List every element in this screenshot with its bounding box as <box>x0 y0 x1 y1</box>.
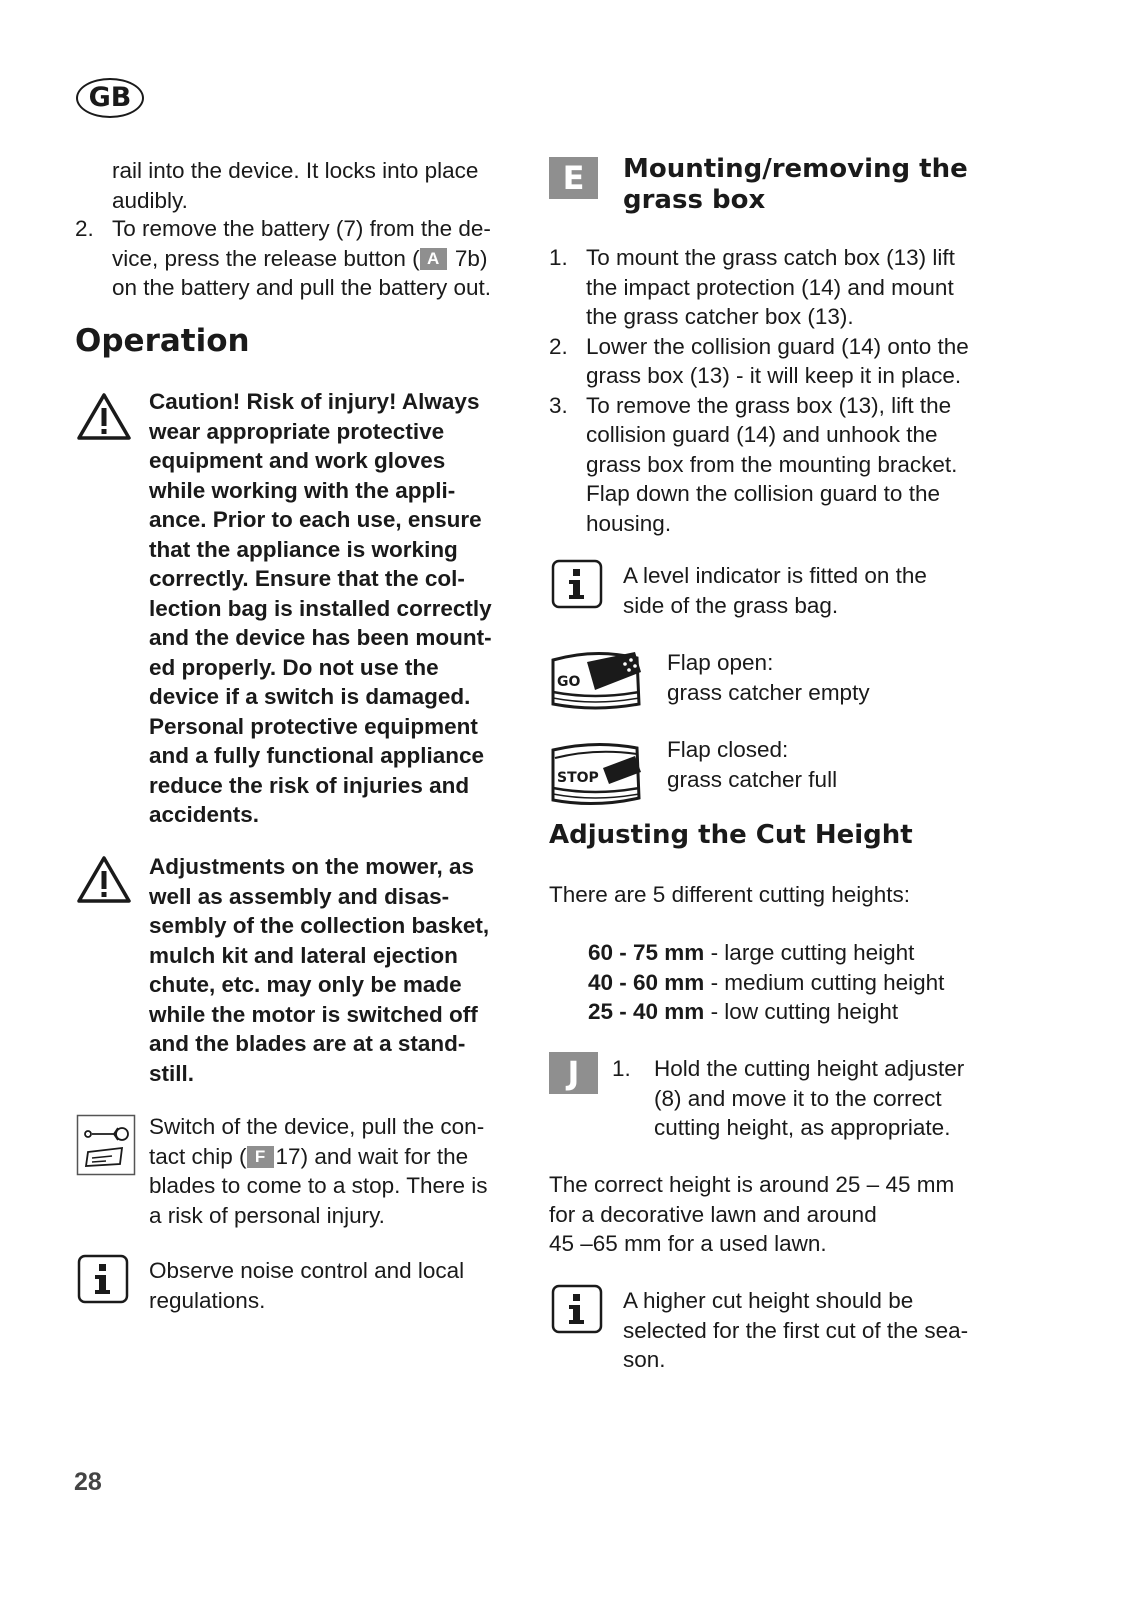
warning-triangle-icon <box>76 392 132 442</box>
switch-off-note: Switch of the device, pull the con- tact chip ( F 17) and wait for the blades to come to a stop. There is a risk of personal injury. <box>149 1114 488 1228</box>
grassbox-steps <box>549 243 1009 538</box>
flap-open-go-icon <box>549 646 643 712</box>
adjustment-warning-text: Adjustments on the mower, as well as assembly and disas- sembly of the collection basket, mulch kit and lateral ejection chute, etc. may only be made while the motor is switched off and the blades are at a stand- still. <box>149 854 490 1086</box>
stop-label: STOP <box>557 770 599 786</box>
cut-height-list <box>588 938 1008 1027</box>
flap-open-note: Flap open: grass catcher empty <box>667 650 870 705</box>
info-icon <box>551 559 603 609</box>
info-icon <box>551 1284 603 1334</box>
list-item: 3. To remove the grass box (13), lift the collision guard (14) and unhook the grass box from the mounting bracket. Flap down the collision guard to the housing. <box>549 392 958 536</box>
list-item: 60 - 75 mm - large cutting height <box>588 940 915 965</box>
flap-closed-note: Flap closed: grass catcher full <box>667 737 838 792</box>
key-manual-icon <box>76 1114 136 1176</box>
section-letter-j: J <box>549 1052 598 1094</box>
first-cut-note: A higher cut height should be selected for the first cut of the sea- son. <box>623 1288 969 1372</box>
caution-warning-text: Caution! Risk of injury! Always wear appropriate protective equipment and work gloves while working with the appli- ance. Prior to each use, ensure that the appliance is working correctly. Ensure that the col- lection bag is installed correctly and the device has been mount- ed properly. Do not use the device if a switch is damaged. Personal protective equipment and a fully functional appliance reduce the risk of injuries and accidents. <box>149 389 492 827</box>
level-indicator-note: A level indicator is fitted on the side of the grass bag. <box>623 563 927 618</box>
cut-height-step <box>612 1054 1012 1143</box>
page-number: 28 <box>74 1468 102 1496</box>
section-letter-e: E <box>549 157 598 199</box>
battery-continued-text: rail into the device. It locks into place audibly. <box>112 158 479 213</box>
figure-ref-chip: F <box>247 1146 274 1168</box>
correct-height-text: The correct height is around 25 – 45 mm for a decorative lawn and around 45 –65 mm for a used lawn. <box>549 1172 955 1256</box>
figure-ref-chip: A <box>420 248 447 270</box>
list-item: 25 - 40 mm - low cutting height <box>588 999 899 1024</box>
battery-remove-step: 2. To remove the battery (7) from the de- vice, press the release button ( A 7b) on the battery and pull the battery out. <box>75 216 492 300</box>
go-label: GO <box>557 674 581 690</box>
list-item: 1. Hold the cutting height adjuster (8) and move it to the correct cutting height, as appropriate. <box>612 1056 965 1140</box>
warning-triangle-icon <box>76 855 132 905</box>
list-item: 2. Lower the collision guard (14) onto the grass box (13) - it will keep it in place. <box>549 333 969 388</box>
flap-closed-stop-icon <box>549 740 643 808</box>
operation-heading: Operation <box>75 323 250 359</box>
step-number: 2. <box>75 216 94 241</box>
cut-height-intro: There are 5 different cutting heights: <box>549 882 911 907</box>
info-icon <box>77 1254 129 1304</box>
grassbox-heading: Mounting/removing the grass box <box>623 154 968 215</box>
list-item: 1. To mount the grass catch box (13) lift the impact protection (14) and mount the grass catcher box (13). <box>549 245 955 329</box>
list-item: 40 - 60 mm - medium cutting height <box>588 969 945 995</box>
noise-control-note: Observe noise control and local regulations. <box>149 1258 465 1313</box>
language-badge: GB <box>76 78 144 118</box>
cut-height-heading: Adjusting the Cut Height <box>549 820 913 850</box>
